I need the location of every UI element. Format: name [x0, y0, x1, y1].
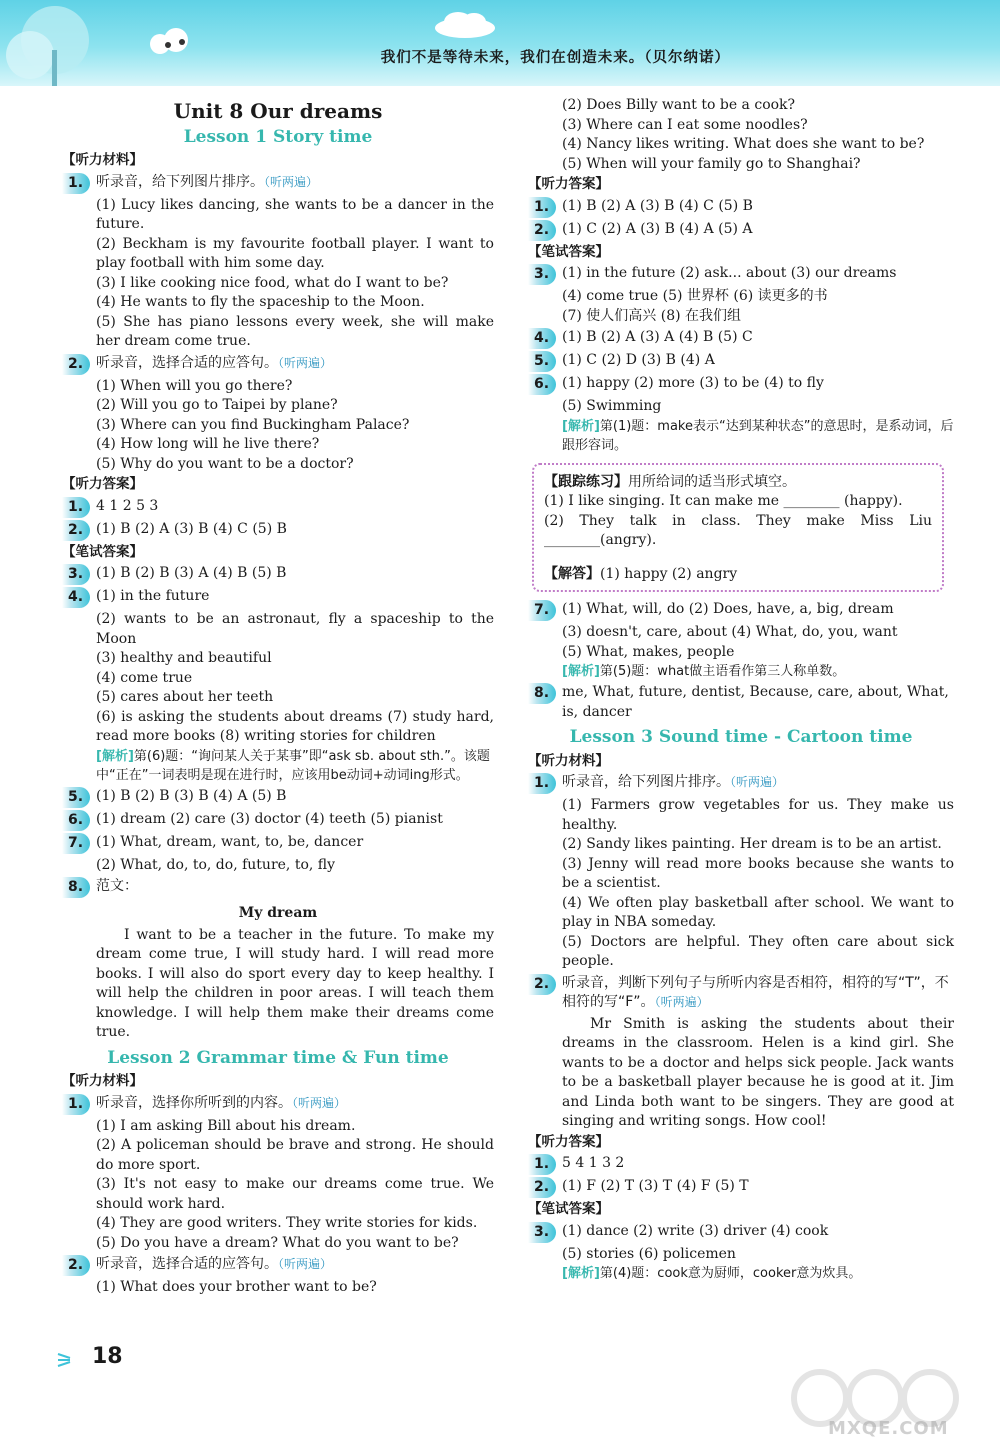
answer-6 — [62, 810, 494, 831]
list-item: (1) I like singing. It can make me ________ (happy). — [544, 493, 903, 509]
question-number-badge: 1. — [528, 1154, 556, 1175]
question-number-badge: 2. — [62, 520, 90, 541]
list-item: (6) is asking the students about dreams (7) study hard, read more books (8) writing stories for children — [96, 708, 494, 744]
answer-7 — [528, 600, 954, 621]
question-number-badge: 4. — [528, 328, 556, 349]
listen-twice-note: （听两遍） — [654, 995, 709, 1009]
list-item: (1) Farmers grow vegetables for us. They make us healthy. — [562, 797, 954, 833]
explanation — [528, 417, 954, 455]
listen-twice-note: （听两遍） — [264, 174, 319, 189]
list-item: (2) What, do, to, do, future, to, fly — [96, 856, 336, 873]
question-number-badge: 7. — [528, 600, 556, 621]
question-number-badge: 3. — [528, 264, 556, 285]
answer-1 — [528, 1154, 954, 1175]
answer-7 — [62, 833, 494, 854]
answer-3 — [528, 1222, 954, 1243]
passage: Mr Smith is asking the students about their dreams in the classroom. Helen is a kind girl. She wants to be a doctor and helps sick people. Jack wants to be a basketball player because he is good at it. Jim and Linda both want to be singers. They are good at singing and writing songs. How cool! — [562, 1015, 954, 1129]
list-item: (1) When will you go there? — [96, 377, 293, 394]
unit-title: Unit 8 Our dreams — [173, 99, 383, 123]
list-item: (4) They are good writers. They write stories for kids. — [96, 1215, 478, 1231]
question-number-badge: 8. — [62, 877, 90, 898]
answer-text: (1) B (2) A (3) A (4) B (5) C — [562, 329, 753, 345]
question-title: 听录音，选择合适的应答句。 — [96, 354, 278, 371]
list-item: (2) Beckham is my favourite football player. I want to play football with him some day. — [96, 235, 494, 271]
list-item: (2) wants to be an astronaut, fly a spaceship to the Moon — [96, 611, 494, 647]
list-item: (2) They talk in class. They make Miss Liu ________(angry). — [544, 512, 932, 548]
answer-5 — [528, 351, 954, 372]
answer-text: me, What, future, dentist, Because, care, about, What, is, dancer — [562, 684, 949, 720]
answer-4 — [528, 328, 954, 349]
page-header — [0, 0, 1000, 86]
question-title: 听录音，给下列图片排序。 — [96, 173, 264, 190]
answer-8 — [62, 877, 494, 898]
question-number-badge: 2. — [62, 354, 90, 375]
tree-and-clouds-illustration — [0, 0, 260, 86]
explanation-label: [解析] — [562, 664, 600, 679]
question-title: 听录音，判断下列句子与所听内容是否相符，相符的写“T”，不相符的写“F”。 — [562, 974, 949, 1010]
section-listening-material: 【听力材料】 — [528, 752, 609, 769]
list-item: (7) 使人们高兴 (8) 在我们组 — [562, 307, 742, 324]
section-written-answers: 【笔试答案】 — [528, 243, 609, 260]
list-item: (1) Lucy likes dancing, she wants to be a dancer in the future. — [96, 196, 494, 232]
answer-text: (1) F (2) T (3) T (4) F (5) T — [562, 1178, 749, 1194]
question-number-badge: 2. — [528, 1177, 556, 1198]
follow-up-exercise-box — [532, 463, 944, 593]
explanation-text: 第(5)题：what做主语看作第三人称单数。 — [599, 664, 846, 679]
list-item: (4) We often play basketball after school. We want to play in NBA someday. — [562, 894, 954, 930]
question-title: 听录音，选择你所听到的内容。 — [96, 1094, 292, 1111]
explanation — [528, 1264, 954, 1283]
section-listening-material: 【听力材料】 — [62, 152, 143, 168]
question-number-badge: 1. — [528, 773, 556, 794]
header-motto: 我们不是等待未来，我们在创造未来。（贝尔纳诺） — [380, 50, 730, 66]
answer-text: (1) in the future — [96, 588, 210, 604]
answer-text: (1) happy (2) more (3) to be (4) to fly — [562, 375, 824, 391]
list-item: (3) healthy and beautiful — [96, 650, 272, 666]
list-item: (1) I am asking Bill about his dream. — [96, 1117, 356, 1134]
answer-text: (1) What, will, do (2) Does, have, a, big, dream — [562, 601, 894, 617]
listen-twice-note: （听两遍） — [278, 355, 333, 370]
answer-text: (1) dream (2) care (3) doctor (4) teeth (5) pianist — [96, 810, 443, 827]
page-number-decoration-icon — [56, 1350, 86, 1370]
list-item: (4) come true (5) 世界杯 (6) 读更多的书 — [562, 288, 828, 304]
answer-text: (1) B (2) B (3) A (4) B (5) B — [96, 565, 287, 581]
list-item: (4) come true — [96, 669, 193, 686]
explanation-text: 第(6)题：“询问某人关于某事”即“ask sb. about sth.”。该题中“正在”一词表明是现在进行时，应该用be动词+动词ing形式。 — [96, 748, 490, 783]
list-item: (2) Does Billy want to be a cook? — [562, 97, 796, 113]
list-item: (5) When will your family go to Shanghai? — [562, 155, 861, 172]
explanation-text: 第(1)题：make表示“达到某种状态”的意思时，是系动词，后跟形容词。 — [562, 418, 954, 453]
question-number-badge: 7. — [62, 833, 90, 854]
list-item: (3) Jenny will read more books because she wants to be a scientist. — [562, 855, 954, 891]
section-listening-material: 【听力材料】 — [62, 1073, 143, 1089]
follow-up-title: 用所给词的适当形式填空。 — [628, 473, 796, 490]
answer-2 — [528, 220, 954, 241]
question-number-badge: 2. — [528, 974, 556, 995]
answer-text: (1) B (2) B (3) B (4) A (5) B — [96, 787, 287, 804]
list-item: (4) He wants to fly the spaceship to the Moon. — [96, 294, 425, 310]
question-number-badge: 1. — [62, 173, 90, 194]
question-number-badge: 1. — [62, 1094, 90, 1115]
answer-text: 4 1 2 5 3 — [96, 497, 159, 514]
solution-text: (1) happy (2) angry — [600, 565, 738, 582]
lesson2-title: Lesson 2 Grammar time & Fun time — [107, 1047, 449, 1068]
explanation — [528, 662, 954, 681]
list-item: (5) What, makes, people — [562, 643, 735, 660]
question-number-badge: 2. — [62, 1255, 90, 1276]
left-column — [62, 100, 494, 1298]
answer-2 — [62, 520, 494, 541]
section-listening-answers: 【听力答案】 — [528, 176, 609, 192]
list-item: (3) Where can you find Buckingham Palace? — [96, 416, 410, 433]
answer-8 — [528, 683, 954, 722]
question-title: 听录音，选择合适的应答句。 — [96, 1256, 278, 1272]
question-2 — [62, 1255, 494, 1276]
answer-text: (1) dance (2) write (3) driver (4) cook — [562, 1222, 829, 1239]
question-number-badge: 1. — [528, 197, 556, 218]
list-item: (3) Where can I eat some noodles? — [562, 116, 808, 133]
answer-text: (1) B (2) A (3) B (4) C (5) B — [96, 520, 287, 537]
page-number: 18 — [92, 1344, 123, 1369]
watermark-text: MXQE.COM — [828, 1418, 949, 1439]
question-number-badge: 8. — [528, 683, 556, 704]
answer-text: (1) in the future (2) ask... about (3) our dreams — [562, 265, 897, 281]
answer-3 — [528, 264, 954, 285]
answer-text: (1) C (2) D (3) B (4) A — [562, 352, 715, 368]
listen-twice-note: （听两遍） — [292, 1095, 347, 1110]
answer-1 — [62, 497, 494, 518]
question-1 — [528, 773, 954, 794]
list-item: (4) How long will he live there? — [96, 436, 320, 452]
answer-5 — [62, 787, 494, 808]
list-item: (5) cares about her teeth — [96, 689, 274, 705]
list-item: (5) Doctors are helpful. They often care about sick people. — [562, 933, 954, 969]
lesson3-title: Lesson 3 Sound time - Cartoon time — [569, 727, 913, 747]
answer-text: (1) B (2) A (3) B (4) C (5) B — [562, 197, 753, 214]
list-item: (3) doesn't, care, about (4) What, do, you, want — [562, 624, 898, 640]
question-1 — [62, 1094, 494, 1115]
list-item: (5) Why do you want to be a doctor? — [96, 455, 354, 472]
list-item: (3) It's not easy to make our dreams come true. We should work hard. — [96, 1176, 494, 1212]
list-item: (1) What does your brother want to be? — [96, 1279, 377, 1295]
section-listening-answers: 【听力答案】 — [528, 1133, 609, 1150]
question-number-badge: 3. — [528, 1222, 556, 1243]
list-item: (2) Sandy likes painting. Her dream is to be an artist. — [562, 836, 942, 852]
list-item: (5) She has piano lessons every week, she will make her dream come true. — [96, 313, 494, 349]
listen-twice-note: （听两遍） — [730, 775, 785, 789]
section-listening-answers: 【听力答案】 — [62, 476, 143, 492]
cloud-icon — [430, 10, 500, 40]
list-item: (5) Do you have a dream? What do you want to be? — [96, 1234, 459, 1251]
question-number-badge: 3. — [62, 564, 90, 585]
answer-6 — [528, 374, 954, 395]
answer-4 — [62, 587, 494, 608]
list-item: (5) stories (6) policemen — [562, 1245, 736, 1262]
list-item: (4) Nancy likes writing. What does she want to be? — [562, 136, 925, 152]
solution-label: 【解答】 — [544, 565, 600, 582]
answer-3 — [62, 564, 494, 585]
answer-text: (1) C (2) A (3) B (4) A (5) A — [562, 220, 753, 237]
question-number-badge: 4. — [62, 587, 90, 608]
explanation-label: [解析] — [96, 748, 134, 764]
list-item: (3) I like cooking nice food, what do I want to be? — [96, 274, 449, 291]
question-number-badge: 6. — [62, 810, 90, 831]
follow-up-label: 【跟踪练习】 — [544, 473, 628, 490]
question-number-badge: 5. — [528, 351, 556, 372]
section-written-answers: 【笔试答案】 — [528, 1201, 609, 1217]
lesson1-title: Lesson 1 Story time — [183, 126, 373, 147]
essay-body: I want to be a teacher in the future. To make my dream come true, I will study hard. I will read more books. I will also do sport every day to keep healthy. I will help the children in poor areas. I will teach them knowledge. I will help them make their dreams come true. — [96, 926, 494, 1040]
list-item: (2) Will you go to Taipei by plane? — [96, 397, 338, 413]
essay-title: My dream — [238, 905, 318, 921]
right-column — [528, 96, 954, 1283]
answer-text: (1) What, dream, want, to, be, dancer — [96, 833, 364, 850]
explanation-text: 第(4)题：cook意为厨师，cooker意为炊具。 — [599, 1266, 862, 1281]
question-1 — [62, 173, 494, 194]
explanation-label: [解析] — [562, 418, 600, 434]
explanation-label: [解析] — [562, 1266, 600, 1281]
question-2 — [528, 974, 954, 1013]
question-title: 听录音，给下列图片排序。 — [562, 774, 730, 790]
question-2 — [62, 354, 494, 375]
question-number-badge: 6. — [528, 374, 556, 395]
section-written-answers: 【笔试答案】 — [62, 543, 143, 560]
question-number-badge: 2. — [528, 220, 556, 241]
listen-twice-note: （听两遍） — [278, 1257, 333, 1271]
answer-1 — [528, 197, 954, 218]
answer-2 — [528, 1177, 954, 1198]
answer-text: 5 4 1 3 2 — [562, 1155, 625, 1171]
question-number-badge: 5. — [62, 787, 90, 808]
answer-text: 范文： — [96, 878, 138, 894]
list-item: (5) Swimming — [562, 398, 662, 414]
question-number-badge: 1. — [62, 497, 90, 518]
explanation — [62, 747, 494, 785]
list-item: (2) A policeman should be brave and strong. He should do more sport. — [96, 1137, 494, 1173]
